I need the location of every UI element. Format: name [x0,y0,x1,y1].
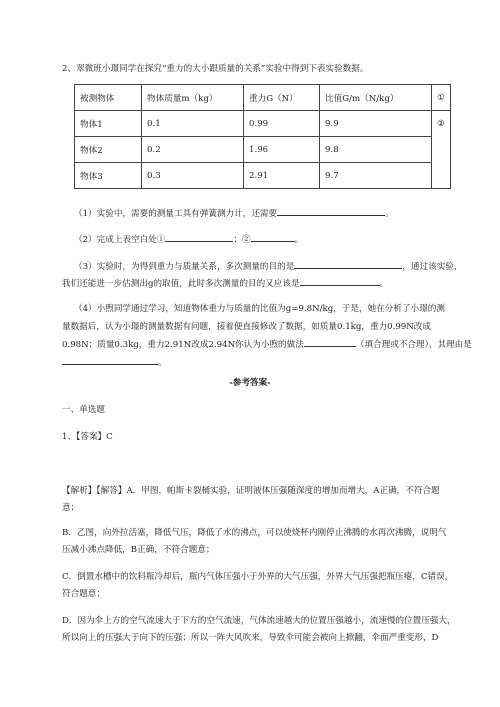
section-heading: 一、单选题 [62,405,105,415]
table-cell: 9.9 [320,111,432,137]
table-cell: 2.91 [244,163,320,189]
table-cell: 物体1 [75,111,142,137]
table-blank-mark-2: ② [432,111,451,189]
sub-question-1-text: （1）实验中，需要的测量工具有弹簧测力计，还需要 [74,209,278,219]
option-d-line-2: 所以向上的压强大于向下的压强；所以一阵大风吹来，导致伞可能会被向上掀翻，伞面严重变形，D [62,633,439,643]
table-header: 重力G（N） [244,85,320,111]
table-row [75,163,451,189]
table-cell: 0.1 [142,111,244,137]
sub-question-4-line4-end: 。 [158,358,167,368]
sub-question-2-mid: ；② [233,235,251,245]
analysis-line-2: 意； [62,503,80,513]
sub-question-1 [74,206,394,219]
sub-question-2-text: （2）完成上表空白处① [74,235,166,245]
table-row [75,137,451,163]
table-cell: 9.8 [320,137,432,163]
sub-question-2-end: 。 [294,235,304,245]
sub-question-1-end: 。 [385,209,394,219]
table-header: 比值G/m（N/kg） [320,85,432,111]
sub-question-3-text: （3）实验时，为得到重力与质量关系，多次测量的目的是 [74,262,295,272]
sub-question-4-line2: 量数据后，认为小璟的测量数据有问题，接着便直接修改了数据，如质量0.1kg，重力0.99N改成 [62,322,432,332]
answer-blank [304,337,356,347]
sub-question-4-line4 [62,355,167,368]
option-c-line-1: C．倒置水槽中的饮料瓶冷却后，瓶内气体压强小于外界的大气压强，外界大气压强把瓶压瘪，C错误， [62,572,454,582]
table-header: 被测物体 [75,85,142,111]
table-cell: 1.96 [244,137,320,163]
table-header-row [75,85,451,111]
sub-question-4-line3-mid: （填合理或不合理），其理由是 [355,340,472,350]
answer-label: 1、【答案】C [62,432,113,442]
answer-blank [62,355,158,365]
table-header: 物体质量m（kg） [142,85,244,111]
sub-question-3-line2 [62,276,388,289]
option-d-line-1: D．因为伞上方的空气流速大于下方的空气流速，气体流速越大的位置压强越小，流速慢的位置压强大， [62,616,456,626]
sub-question-4-line3-text: 0.98N；质量0.3kg，重力2.91N改成2.94N你认为小煦的做法 [62,340,304,350]
option-b-line-1: B．乙图，向外拉活塞，降低气压，降低了水的沸点，可以使烧杯内刚停止沸腾的水再次沸腾，说明气 [62,528,447,538]
answer-blank [294,259,402,269]
table-blank-mark-1: ① [432,85,451,111]
analysis-line-1: 【解析】【解答】A．甲图，帕斯卡裂桶实验，证明液体压强随深度的增加而增大，A正确，不符合题 [62,486,440,496]
table-row [75,111,451,137]
sub-question-4-line1: （4）小煦同学通过学习，知道物体重力与质量的比值为g=9.8N/kg，于是，她在分析了小璟的测 [74,304,445,314]
table-cell: 0.3 [142,163,244,189]
answers-title: -参考答案- [229,378,271,388]
table-cell: 物体3 [75,163,142,189]
table-cell: 9.7 [320,163,432,189]
table-cell: 0.2 [142,137,244,163]
sub-question-3-line2-text: 我们还能进一步估测出g的取值，此时多次测量的目的又应该是 [62,279,300,289]
table-cell: 物体2 [75,137,142,163]
data-table [74,84,451,189]
answer-blank [251,232,295,242]
sub-question-3 [74,259,462,272]
sub-question-2 [74,232,303,245]
answer-blank [277,206,385,216]
option-b-line-2: 压减小沸点降低，B正确，不符合题意； [62,545,215,555]
option-c-line-2: 符合题意； [62,589,105,599]
sub-question-3-line2-end: 。 [379,279,389,289]
answer-blank [165,232,233,242]
answer-blank [300,276,380,286]
question-stem: 2、翠微班小璟同学在探究“重力的大小跟质量的关系”实验中得到下表实验数据。 [62,64,369,74]
sub-question-3-mid: ，通过该实验， [402,262,463,272]
table-cell: 0.99 [244,111,320,137]
sub-question-4-line3 [62,337,472,350]
